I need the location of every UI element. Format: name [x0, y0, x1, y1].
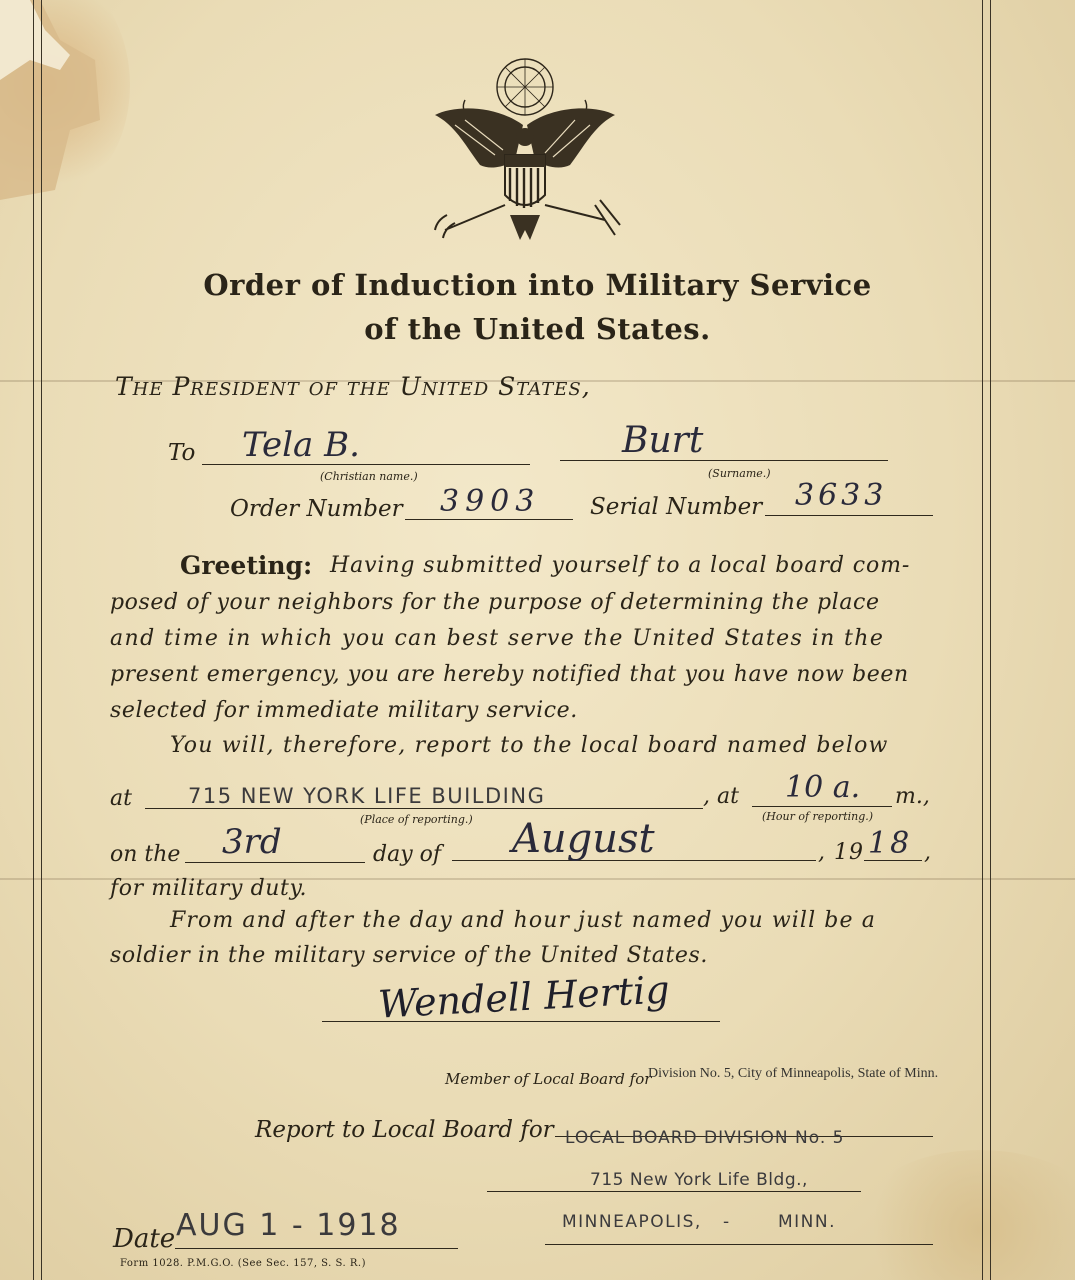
form-number-footer: Form 1028. P.M.G.O. (See Sec. 157, S. S. R.)	[120, 1258, 366, 1269]
right-border-inner	[982, 0, 983, 1280]
christian-name-caption: (Christian name.)	[320, 470, 418, 483]
surname-caption: (Surname.)	[708, 467, 771, 480]
report-board-address: 715 New York Life Bldg.,	[590, 1170, 808, 1190]
greeting-heading: Greeting:	[180, 551, 313, 580]
date-line	[175, 1248, 458, 1249]
place-of-reporting-value: 715 NEW YORK LIFE BUILDING	[188, 784, 546, 808]
date-label: Date	[113, 1224, 176, 1254]
order-number-line	[405, 519, 573, 520]
hour-value: 10 a.	[785, 770, 861, 805]
board-member-signature: Wendell Hertig	[377, 967, 671, 1027]
day-value: 3rd	[222, 822, 282, 862]
document-title-line1: Order of Induction into Military Service	[203, 268, 872, 302]
greeting-line-4: present emergency, you are hereby notified that you have now been	[110, 662, 909, 687]
report-board-name: LOCAL BOARD DIVISION No. 5	[565, 1128, 845, 1148]
on-the-label: on the	[110, 842, 181, 867]
greeting-line-1: Having submitted yourself to a local board com-	[330, 553, 911, 578]
torn-corner	[0, 0, 110, 200]
military-duty-line: for military duty.	[110, 876, 308, 901]
day-of-label: day of	[373, 842, 442, 867]
bottom-right-stain	[850, 1150, 1075, 1280]
hour-line	[752, 806, 892, 807]
report-board-line-3	[545, 1244, 933, 1245]
day-line	[185, 862, 365, 863]
hour-caption: (Hour of reporting.)	[762, 810, 874, 823]
surname-value: Burt	[622, 420, 704, 461]
report-board-city: MINNEAPOLIS,	[562, 1212, 702, 1232]
board-member-label: Member of Local Board for	[445, 1070, 652, 1088]
salutation: The President of the United States,	[115, 372, 591, 401]
greeting-line-5: selected for immediate military service.	[110, 698, 578, 723]
christian-name-value: Tela B.	[242, 425, 360, 465]
at-label: at	[110, 786, 132, 811]
place-line	[145, 808, 703, 809]
serial-number-value: 3633	[795, 478, 888, 513]
great-seal-eagle-icon	[425, 55, 625, 250]
closing-line-2: soldier in the military service of the United States.	[110, 943, 708, 968]
right-border-outer	[990, 0, 991, 1280]
serial-number-label: Serial Number	[590, 494, 763, 520]
at-hour-label: , at	[703, 784, 739, 809]
order-number-label: Order Number	[230, 496, 403, 522]
order-number-value: 3903	[440, 484, 541, 519]
greeting-line-3: and time in which you can best serve the United States in the	[110, 626, 885, 651]
to-label: To	[168, 440, 196, 466]
year-prefix: , 19	[818, 840, 864, 865]
report-board-label: Report to Local Board for	[255, 1117, 554, 1143]
hour-suffix: m.,	[895, 784, 930, 809]
month-value: August	[512, 816, 655, 862]
report-board-state: MINN.	[778, 1212, 837, 1232]
place-of-reporting-caption: (Place of reporting.)	[360, 813, 473, 826]
date-stamp-value: AUG 1 - 1918	[176, 1208, 401, 1243]
left-border-inner	[41, 0, 42, 1280]
year-value: 18	[868, 826, 913, 861]
board-member-stamp: Division No. 5, City of Minneapolis, State of Minn.	[648, 1066, 939, 1081]
document-title-line2: of the United States.	[364, 312, 711, 346]
greeting-line-2: posed of your neighbors for the purpose of determining the place	[110, 590, 880, 615]
left-border-outer	[33, 0, 34, 1280]
report-board-line-2	[487, 1191, 861, 1192]
surname-line	[560, 460, 888, 461]
greeting-line-6: You will, therefore, report to the local board named below	[170, 733, 889, 758]
year-suffix: ,	[924, 840, 931, 865]
report-board-dash: -	[723, 1212, 731, 1232]
closing-line-1: From and after the day and hour just named you will be a	[170, 908, 876, 933]
serial-number-line	[765, 515, 933, 516]
